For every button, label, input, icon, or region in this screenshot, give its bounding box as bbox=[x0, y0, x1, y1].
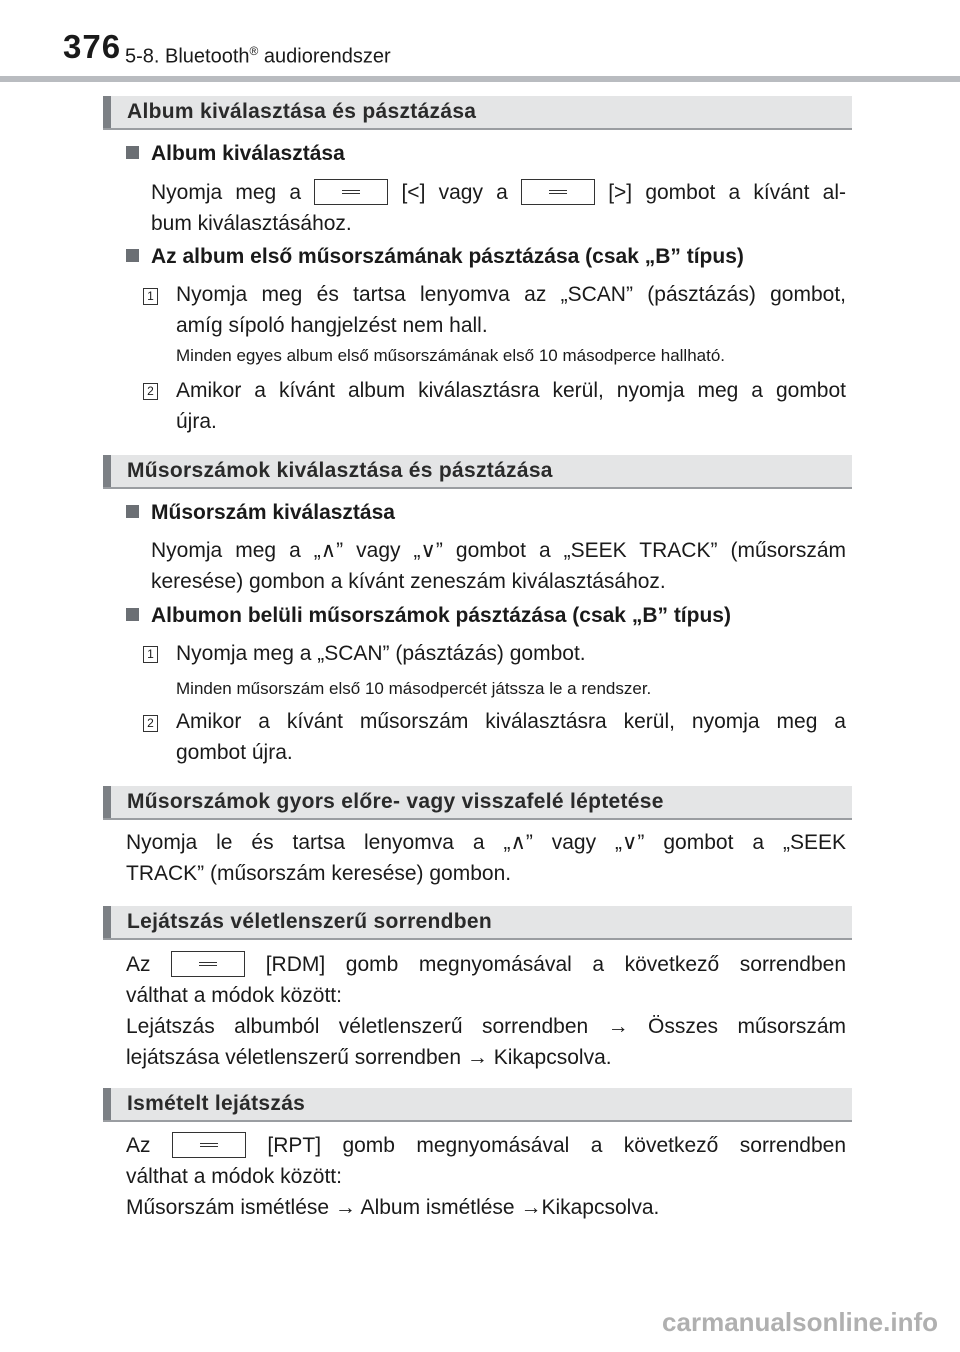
section-heading-text: Műsorszámok kiválasztása és pásztázása bbox=[127, 459, 553, 482]
step-number-icon: 2 bbox=[143, 715, 158, 732]
fast-skip-paragraph: Nyomja le és tartsa lenyomva a „∧” vagy „∨” gombot a „SEEK TRACK” (műsorszám keresése) gombon. bbox=[126, 831, 846, 885]
subheading-album-scan: Az album első műsorszámának pásztázása (csak „B” típus) bbox=[126, 245, 744, 269]
running-header bbox=[125, 44, 391, 69]
track-scan-note: Minden műsorszám első 10 másodpercét játssza le a rendszer. bbox=[176, 679, 652, 698]
album-scan-step1: Nyomja meg és tartsa lenyomva az „SCAN” (pásztázás) gombot, amíg sípoló hangjelzést nem hall. bbox=[176, 283, 846, 337]
album-select-paragraph bbox=[151, 177, 846, 239]
section-heading-album bbox=[103, 96, 852, 130]
page-number: 376 bbox=[63, 28, 122, 65]
prev-button-icon bbox=[314, 179, 388, 205]
bullet-square-icon bbox=[126, 249, 139, 262]
section-heading-text: Ismételt lejátszás bbox=[127, 1092, 306, 1115]
track-select-paragraph: Nyomja meg a „∧” vagy „∨” gombot a „SEEK TRACK” (műsorszám keresése) gombon a kívánt zeneszám kiválasztásához. bbox=[151, 539, 846, 593]
watermark: carmanualsonline.info bbox=[662, 1307, 938, 1337]
track-scan-step1: Nyomja meg a „SCAN” (pásztázás) gombot. bbox=[176, 642, 586, 665]
subheading-track-select: Műsorszám kiválasztása bbox=[126, 501, 395, 525]
section-heading-text: Lejátszás véletlenszerű sorrendben bbox=[127, 910, 493, 933]
album-select-line1: Nyomja meg a [<] vagy a [>] gombot a kívánt al- bbox=[151, 181, 846, 204]
section-heading-fast-skip bbox=[103, 786, 852, 820]
section-heading-text: Album kiválasztása és pásztázása bbox=[127, 100, 477, 123]
rpt-button-icon bbox=[172, 1132, 246, 1158]
section-heading-text: Műsorszámok gyors előre- vagy visszafelé léptetése bbox=[127, 790, 664, 813]
section-heading-random bbox=[103, 906, 852, 940]
random-paragraph: Az [RDM] gomb megnyomásával a következő sorrendben válthat a módok között: Lejátszás albumból véletlenszerű sorrendben → Összes műsorszám lejátszása véletlenszerű sorrendben → Kikapcsolva. bbox=[126, 953, 847, 1069]
rdm-button-icon bbox=[171, 951, 245, 977]
step-number-icon: 2 bbox=[143, 383, 158, 400]
registered-mark: ® bbox=[249, 44, 259, 58]
header-rule bbox=[0, 76, 960, 82]
header-prefix: 5-8. Bluetooth bbox=[125, 45, 250, 68]
step-number-icon: 1 bbox=[143, 288, 158, 305]
album-scan-step2: Amikor a kívánt album kiválasztásra kerül, nyomja meg a gombot újra. bbox=[176, 379, 846, 433]
bullet-square-icon bbox=[126, 146, 139, 159]
track-scan-step2: Amikor a kívánt műsorszám kiválasztásra kerül, nyomja meg a gombot újra. bbox=[176, 710, 846, 764]
next-button-icon bbox=[521, 179, 595, 205]
subheading-album-select: Album kiválasztása bbox=[126, 142, 345, 166]
section-heading-repeat bbox=[103, 1088, 852, 1122]
bullet-square-icon bbox=[126, 608, 139, 621]
album-scan-note: Minden egyes album első műsorszámának első 10 másodperce hallható. bbox=[176, 346, 726, 365]
subheading-track-scan: Albumon belüli műsorszámok pásztázása (csak „B” típus) bbox=[126, 604, 731, 628]
header-suffix: audiorendszer bbox=[258, 45, 391, 68]
step-number-icon: 1 bbox=[143, 646, 158, 663]
album-select-line2: bum kiválasztásához. bbox=[151, 212, 352, 235]
bullet-square-icon bbox=[126, 505, 139, 518]
repeat-paragraph: Az [RPT] gomb megnyomásával a következő sorrendben válthat a módok között: Műsorszám ismétlése → Album ismétlése →Kikapcsolva. bbox=[126, 1134, 846, 1219]
section-heading-tracks bbox=[103, 455, 852, 489]
